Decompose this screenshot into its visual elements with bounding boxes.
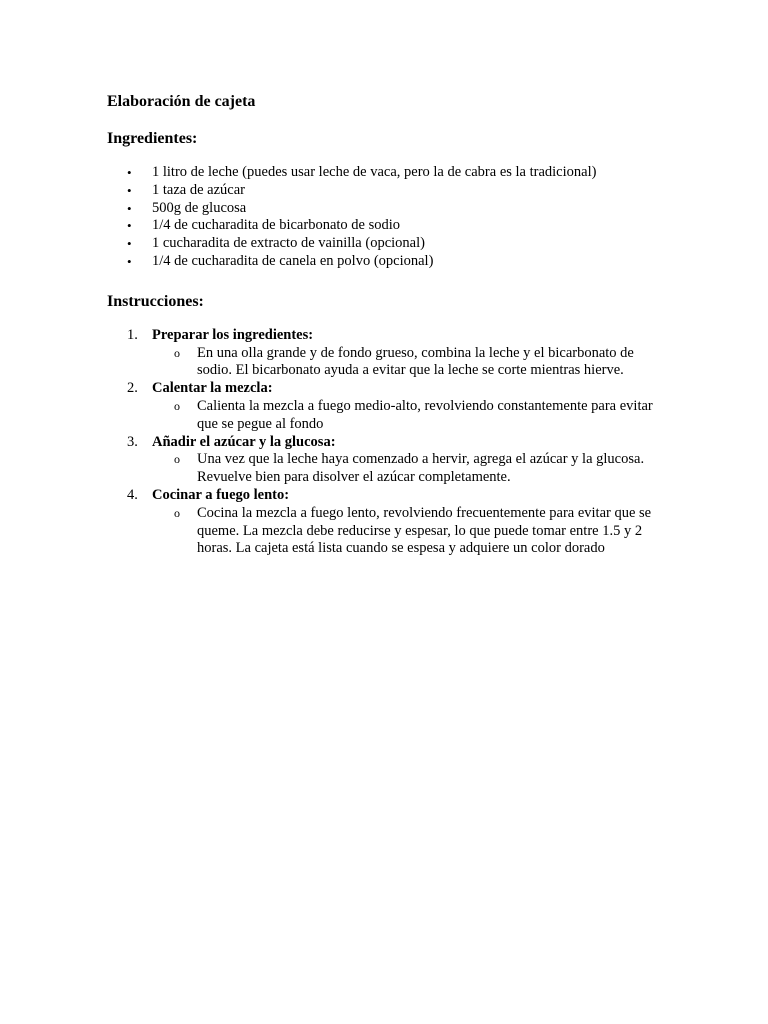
bullet-icon: • — [127, 236, 132, 252]
step-detail: Cocina la mezcla a fuego lento, revolviendo frecuentemente para evitar que se queme. La mezcla debe reducirse y espesar, lo que puede tomar entre 1.5 y 2 horas. La cajeta está lista cuando se espesa y adquiere un color dorado — [197, 504, 652, 557]
list-item — [107, 253, 667, 271]
circle-bullet-icon: o — [174, 345, 180, 360]
bullet-icon: • — [127, 200, 132, 216]
step-detail: Calienta la mezcla a fuego medio-alto, revolviendo constantemente para evitar que se pegue al fondo — [197, 397, 653, 432]
step-title: Calentar la mezcla: — [152, 380, 273, 397]
list-item — [107, 200, 667, 218]
ingredient-text: 1 litro de leche (puedes usar leche de vaca, pero la de cabra es la tradicional) — [152, 164, 597, 180]
step-detail-list — [152, 505, 667, 558]
step-detail: Una vez que la leche haya comenzado a hervir, agrega el azúcar y la glucosa. Revuelve bien para disolver el azúcar completamente. — [197, 451, 645, 486]
list-item — [152, 398, 657, 434]
step-title: Añadir el azúcar y la glucosa: — [152, 433, 336, 450]
list-item — [152, 345, 657, 381]
step-item — [107, 487, 667, 558]
circle-bullet-icon: o — [174, 505, 180, 520]
step-number: 1. — [127, 326, 138, 343]
step-detail-list — [152, 451, 667, 487]
ingredient-text: 1 taza de azúcar — [152, 181, 245, 198]
step-number: 4. — [127, 486, 138, 503]
list-item — [107, 164, 667, 182]
step-detail-list — [152, 345, 667, 381]
bullet-icon: • — [127, 218, 132, 234]
ingredient-text: 1 cucharadita de extracto de vainilla (opcional) — [152, 235, 425, 252]
bullet-icon: • — [127, 253, 132, 269]
instructions-heading: Instrucciones: — [107, 292, 204, 310]
ingredients-heading: Ingredientes: — [107, 130, 198, 147]
ingredient-text: 1/4 de cucharadita de canela en polvo (opcional) — [152, 252, 434, 269]
ingredient-text: 500g de glucosa — [152, 199, 247, 216]
bullet-icon: • — [127, 165, 132, 180]
list-item — [107, 217, 667, 235]
circle-bullet-icon: o — [174, 398, 180, 413]
step-title: Cocinar a fuego lento: — [152, 486, 290, 503]
list-item — [152, 451, 657, 487]
ingredient-text: 1/4 de cucharadita de bicarbonato de sodio — [152, 217, 401, 234]
step-number: 2. — [127, 380, 138, 397]
step-number: 3. — [127, 433, 138, 450]
step-title: Preparar los ingredientes: — [152, 326, 314, 343]
circle-bullet-icon: o — [174, 452, 180, 467]
list-item — [107, 235, 667, 253]
step-item — [107, 380, 667, 433]
step-item — [107, 434, 667, 487]
list-item — [107, 182, 667, 200]
document-title: Elaboración de cajeta — [107, 93, 256, 110]
step-detail: En una olla grande y de fondo grueso, combina la leche y el bicarbonato de sodio. El bicarbonato ayuda a evitar que la leche se corte mientras hierve. — [197, 344, 634, 379]
list-item — [152, 505, 657, 558]
ingredients-list — [107, 164, 667, 271]
step-detail-list — [152, 398, 667, 434]
instructions-list — [107, 327, 667, 558]
document-page — [107, 92, 667, 558]
bullet-icon: • — [127, 182, 132, 198]
step-item — [107, 327, 667, 380]
